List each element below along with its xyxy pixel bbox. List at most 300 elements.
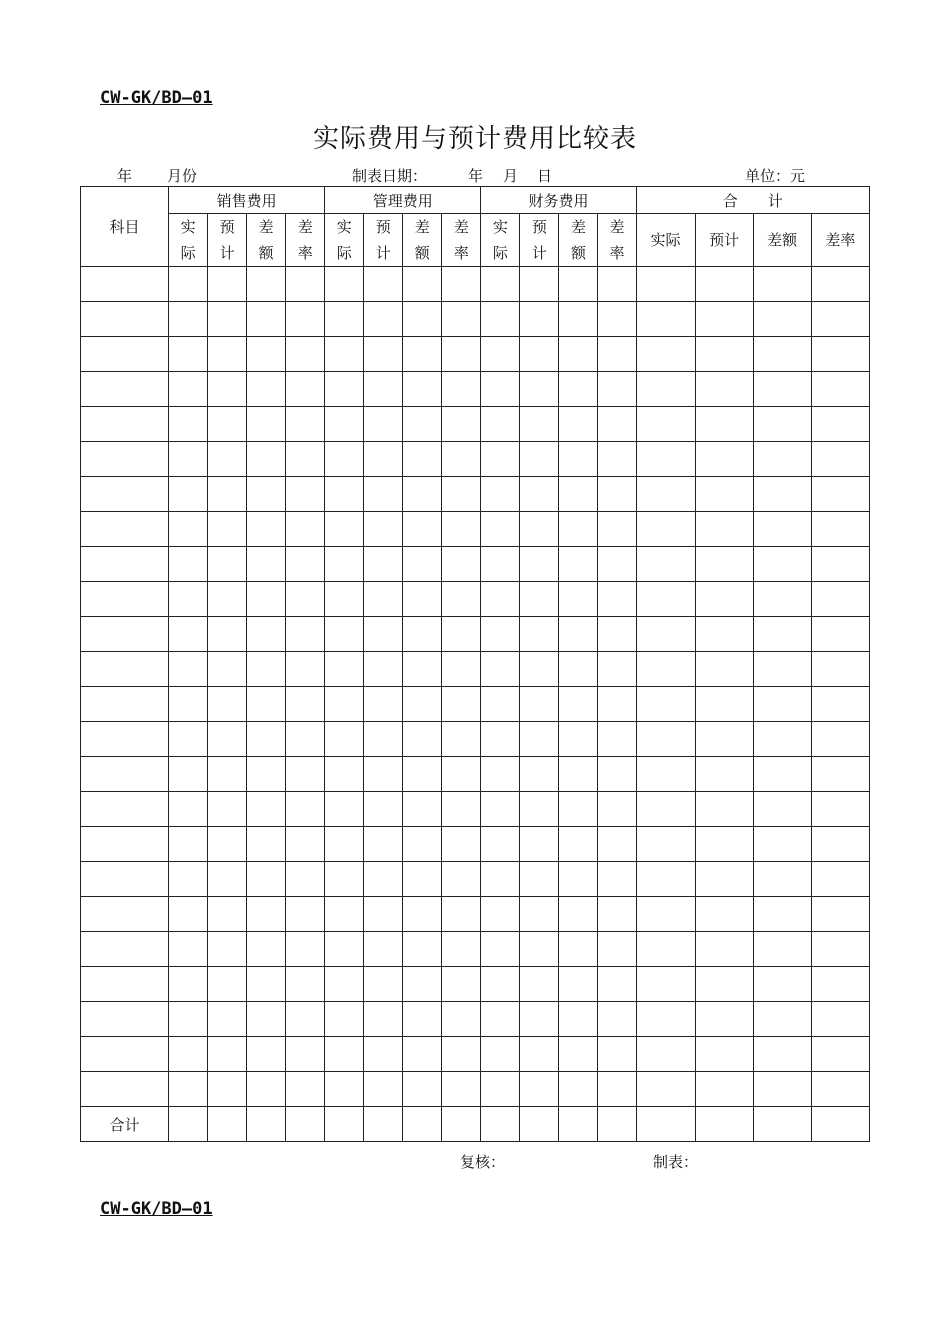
table-cell[interactable] (695, 1107, 753, 1142)
table-cell[interactable] (695, 932, 753, 967)
table-cell[interactable] (247, 932, 286, 967)
table-cell[interactable] (286, 1072, 325, 1107)
table-cell[interactable] (811, 862, 869, 897)
table-cell[interactable] (286, 302, 325, 337)
table-cell[interactable] (520, 967, 559, 1002)
table-cell[interactable] (520, 267, 559, 302)
table-cell[interactable] (169, 652, 208, 687)
table-cell[interactable] (325, 617, 364, 652)
table-cell[interactable] (811, 687, 869, 722)
table-cell[interactable] (442, 372, 481, 407)
table-cell[interactable] (364, 827, 403, 862)
table-cell[interactable] (753, 442, 811, 477)
table-cell[interactable] (811, 897, 869, 932)
table-cell[interactable] (442, 512, 481, 547)
table-cell[interactable] (695, 967, 753, 1002)
table-cell[interactable] (81, 442, 169, 477)
table-cell[interactable] (81, 477, 169, 512)
table-cell[interactable] (695, 1037, 753, 1072)
table-cell[interactable] (442, 862, 481, 897)
table-cell[interactable] (247, 792, 286, 827)
table-cell[interactable] (403, 932, 442, 967)
table-cell[interactable] (811, 442, 869, 477)
table-cell[interactable] (481, 372, 520, 407)
table-cell[interactable] (636, 477, 695, 512)
table-cell[interactable] (81, 372, 169, 407)
table-cell[interactable] (247, 442, 286, 477)
table-cell[interactable] (364, 687, 403, 722)
table-cell[interactable] (520, 547, 559, 582)
table-cell[interactable] (695, 337, 753, 372)
table-cell[interactable] (403, 1107, 442, 1142)
table-cell[interactable] (520, 757, 559, 792)
table-cell[interactable] (286, 722, 325, 757)
table-cell[interactable] (325, 757, 364, 792)
table-cell[interactable] (81, 967, 169, 1002)
table-cell[interactable] (364, 897, 403, 932)
table-cell[interactable] (695, 1072, 753, 1107)
table-cell[interactable] (403, 372, 442, 407)
table-cell[interactable] (208, 407, 247, 442)
table-cell[interactable] (442, 302, 481, 337)
table-cell[interactable] (325, 932, 364, 967)
table-cell[interactable] (247, 757, 286, 792)
table-cell[interactable] (208, 967, 247, 1002)
table-cell[interactable] (753, 512, 811, 547)
table-cell[interactable] (753, 687, 811, 722)
table-cell[interactable] (325, 967, 364, 1002)
table-cell[interactable] (442, 757, 481, 792)
table-cell[interactable] (403, 652, 442, 687)
table-cell[interactable] (598, 337, 636, 372)
table-cell[interactable] (636, 652, 695, 687)
table-cell[interactable] (481, 827, 520, 862)
table-cell[interactable] (403, 967, 442, 1002)
table-cell[interactable] (286, 337, 325, 372)
table-cell[interactable] (325, 722, 364, 757)
table-cell[interactable] (695, 372, 753, 407)
table-cell[interactable] (520, 897, 559, 932)
table-cell[interactable] (559, 407, 598, 442)
table-cell[interactable] (286, 757, 325, 792)
table-cell[interactable] (247, 1072, 286, 1107)
table-cell[interactable] (811, 267, 869, 302)
table-cell[interactable] (442, 267, 481, 302)
table-cell[interactable] (286, 372, 325, 407)
table-cell[interactable] (695, 792, 753, 827)
table-cell[interactable] (208, 442, 247, 477)
table-cell[interactable] (481, 267, 520, 302)
table-cell[interactable] (559, 372, 598, 407)
table-cell[interactable] (753, 1072, 811, 1107)
table-cell[interactable] (481, 407, 520, 442)
table-cell[interactable] (695, 722, 753, 757)
table-cell[interactable] (81, 1002, 169, 1037)
table-cell[interactable] (325, 1002, 364, 1037)
table-cell[interactable] (442, 337, 481, 372)
table-cell[interactable] (208, 512, 247, 547)
table-cell[interactable] (559, 442, 598, 477)
table-cell[interactable] (559, 897, 598, 932)
table-cell[interactable] (636, 302, 695, 337)
table-cell[interactable] (364, 757, 403, 792)
table-cell[interactable] (81, 267, 169, 302)
table-cell[interactable] (403, 337, 442, 372)
table-cell[interactable] (403, 1037, 442, 1072)
table-cell[interactable] (753, 722, 811, 757)
table-cell[interactable] (559, 932, 598, 967)
table-cell[interactable] (811, 512, 869, 547)
table-cell[interactable] (81, 932, 169, 967)
table-cell[interactable] (169, 372, 208, 407)
table-cell[interactable] (811, 722, 869, 757)
table-cell[interactable] (559, 967, 598, 1002)
table-cell[interactable] (325, 792, 364, 827)
table-cell[interactable] (753, 407, 811, 442)
table-cell[interactable] (208, 267, 247, 302)
table-cell[interactable] (247, 827, 286, 862)
table-cell[interactable] (520, 687, 559, 722)
table-cell[interactable] (636, 757, 695, 792)
table-cell[interactable] (208, 652, 247, 687)
table-cell[interactable] (811, 582, 869, 617)
table-cell[interactable] (364, 1037, 403, 1072)
table-cell[interactable] (811, 757, 869, 792)
table-cell[interactable] (81, 862, 169, 897)
table-cell[interactable] (481, 617, 520, 652)
table-cell[interactable] (753, 1002, 811, 1037)
table-cell[interactable] (811, 792, 869, 827)
table-cell[interactable] (81, 547, 169, 582)
table-cell[interactable] (811, 302, 869, 337)
table-cell[interactable] (636, 897, 695, 932)
table-cell[interactable] (481, 547, 520, 582)
table-cell[interactable] (169, 722, 208, 757)
table-cell[interactable] (598, 547, 636, 582)
table-cell[interactable] (598, 407, 636, 442)
table-cell[interactable] (481, 897, 520, 932)
table-cell[interactable] (598, 372, 636, 407)
table-cell[interactable] (559, 1037, 598, 1072)
table-cell[interactable] (364, 1107, 403, 1142)
table-cell[interactable] (811, 1037, 869, 1072)
table-cell[interactable] (481, 722, 520, 757)
table-cell[interactable] (598, 267, 636, 302)
table-cell[interactable] (598, 722, 636, 757)
table-cell[interactable] (636, 1072, 695, 1107)
table-cell[interactable] (520, 862, 559, 897)
table-cell[interactable] (208, 757, 247, 792)
table-cell[interactable] (520, 827, 559, 862)
table-cell[interactable] (811, 1107, 869, 1142)
table-cell[interactable] (636, 792, 695, 827)
table-cell[interactable] (81, 897, 169, 932)
table-cell[interactable] (811, 337, 869, 372)
table-cell[interactable] (636, 932, 695, 967)
table-cell[interactable] (325, 512, 364, 547)
table-cell[interactable] (286, 477, 325, 512)
table-cell[interactable] (169, 1107, 208, 1142)
table-cell[interactable] (520, 1072, 559, 1107)
table-cell[interactable] (169, 827, 208, 862)
table-cell[interactable] (169, 337, 208, 372)
table-cell[interactable] (325, 687, 364, 722)
table-cell[interactable] (169, 1072, 208, 1107)
table-cell[interactable] (81, 617, 169, 652)
table-cell[interactable] (364, 477, 403, 512)
table-cell[interactable] (598, 862, 636, 897)
table-cell[interactable] (442, 932, 481, 967)
table-cell[interactable] (695, 687, 753, 722)
table-cell[interactable] (325, 1107, 364, 1142)
table-cell[interactable] (403, 827, 442, 862)
table-cell[interactable] (169, 757, 208, 792)
table-cell[interactable] (559, 582, 598, 617)
table-cell[interactable] (481, 862, 520, 897)
table-cell[interactable] (403, 687, 442, 722)
table-cell[interactable] (695, 617, 753, 652)
table-cell[interactable] (325, 372, 364, 407)
table-cell[interactable] (636, 722, 695, 757)
table-cell[interactable] (364, 1072, 403, 1107)
table-cell[interactable] (481, 302, 520, 337)
table-cell[interactable] (403, 407, 442, 442)
table-cell[interactable] (325, 477, 364, 512)
table-cell[interactable] (247, 1002, 286, 1037)
table-cell[interactable] (559, 1107, 598, 1142)
table-cell[interactable] (559, 862, 598, 897)
table-cell[interactable] (169, 687, 208, 722)
table-cell[interactable] (325, 442, 364, 477)
table-cell[interactable] (208, 1072, 247, 1107)
table-cell[interactable] (286, 792, 325, 827)
table-cell[interactable] (403, 862, 442, 897)
table-cell[interactable] (481, 1107, 520, 1142)
table-cell[interactable] (442, 1107, 481, 1142)
table-cell[interactable] (325, 302, 364, 337)
table-cell[interactable] (811, 932, 869, 967)
table-cell[interactable] (403, 442, 442, 477)
table-cell[interactable] (81, 302, 169, 337)
table-cell[interactable] (598, 1037, 636, 1072)
table-cell[interactable] (559, 792, 598, 827)
table-cell[interactable] (286, 687, 325, 722)
table-cell[interactable] (753, 477, 811, 512)
table-cell[interactable] (481, 1037, 520, 1072)
table-cell[interactable] (286, 1037, 325, 1072)
table-cell[interactable] (598, 687, 636, 722)
table-cell[interactable] (325, 652, 364, 687)
table-cell[interactable] (636, 547, 695, 582)
table-cell[interactable] (81, 757, 169, 792)
table-cell[interactable] (403, 757, 442, 792)
table-cell[interactable] (559, 477, 598, 512)
table-cell[interactable] (598, 1107, 636, 1142)
table-cell[interactable] (325, 547, 364, 582)
table-cell[interactable] (520, 582, 559, 617)
table-cell[interactable] (247, 512, 286, 547)
table-cell[interactable] (753, 617, 811, 652)
table-cell[interactable] (753, 1107, 811, 1142)
table-cell[interactable] (286, 442, 325, 477)
table-cell[interactable] (169, 407, 208, 442)
table-cell[interactable] (598, 512, 636, 547)
table-cell[interactable] (442, 407, 481, 442)
table-cell[interactable] (811, 1072, 869, 1107)
table-cell[interactable] (403, 792, 442, 827)
table-cell[interactable] (559, 302, 598, 337)
table-cell[interactable] (247, 547, 286, 582)
table-cell[interactable] (208, 862, 247, 897)
table-cell[interactable] (364, 1002, 403, 1037)
table-cell[interactable] (403, 512, 442, 547)
table-cell[interactable] (598, 1002, 636, 1037)
table-cell[interactable] (364, 722, 403, 757)
table-cell[interactable] (559, 1002, 598, 1037)
table-cell[interactable] (286, 582, 325, 617)
table-cell[interactable] (81, 792, 169, 827)
table-cell[interactable] (481, 582, 520, 617)
table-cell[interactable] (636, 337, 695, 372)
table-cell[interactable] (753, 372, 811, 407)
table-cell[interactable] (695, 652, 753, 687)
table-cell[interactable] (81, 512, 169, 547)
table-cell[interactable] (520, 1002, 559, 1037)
table-cell[interactable] (247, 407, 286, 442)
table-cell[interactable] (598, 477, 636, 512)
table-cell[interactable] (208, 617, 247, 652)
table-cell[interactable] (325, 897, 364, 932)
table-cell[interactable] (520, 337, 559, 372)
table-cell[interactable] (442, 582, 481, 617)
table-cell[interactable] (208, 547, 247, 582)
table-cell[interactable] (364, 302, 403, 337)
table-cell[interactable] (442, 477, 481, 512)
table-cell[interactable] (247, 687, 286, 722)
table-cell[interactable] (325, 337, 364, 372)
table-cell[interactable] (169, 1037, 208, 1072)
table-cell[interactable] (208, 477, 247, 512)
table-cell[interactable] (247, 477, 286, 512)
table-cell[interactable] (325, 267, 364, 302)
table-cell[interactable] (811, 1002, 869, 1037)
table-cell[interactable] (325, 407, 364, 442)
table-cell[interactable] (753, 792, 811, 827)
table-cell[interactable] (208, 792, 247, 827)
table-cell[interactable] (636, 687, 695, 722)
table-cell[interactable] (364, 617, 403, 652)
table-cell[interactable] (81, 722, 169, 757)
table-cell[interactable] (636, 582, 695, 617)
table-cell[interactable] (753, 827, 811, 862)
table-cell[interactable] (247, 372, 286, 407)
table-cell[interactable] (520, 512, 559, 547)
table-cell[interactable] (442, 722, 481, 757)
table-cell[interactable] (636, 1037, 695, 1072)
table-cell[interactable] (695, 302, 753, 337)
table-cell[interactable] (286, 547, 325, 582)
table-cell[interactable] (442, 1072, 481, 1107)
table-cell[interactable] (520, 1037, 559, 1072)
table-cell[interactable] (636, 617, 695, 652)
table-cell[interactable] (598, 442, 636, 477)
table-cell[interactable] (81, 1037, 169, 1072)
table-cell[interactable] (811, 477, 869, 512)
table-cell[interactable] (442, 792, 481, 827)
table-cell[interactable] (598, 302, 636, 337)
table-cell[interactable] (753, 897, 811, 932)
table-cell[interactable] (169, 512, 208, 547)
table-cell[interactable] (286, 617, 325, 652)
table-cell[interactable] (695, 442, 753, 477)
table-cell[interactable] (442, 967, 481, 1002)
table-cell[interactable] (364, 792, 403, 827)
table-cell[interactable] (695, 267, 753, 302)
table-cell[interactable] (286, 407, 325, 442)
table-cell[interactable] (403, 617, 442, 652)
table-cell[interactable] (598, 617, 636, 652)
table-cell[interactable] (169, 442, 208, 477)
table-cell[interactable] (520, 722, 559, 757)
table-cell[interactable] (636, 862, 695, 897)
table-cell[interactable] (169, 862, 208, 897)
table-cell[interactable] (169, 1002, 208, 1037)
table-cell[interactable] (247, 722, 286, 757)
table-cell[interactable] (598, 967, 636, 1002)
table-cell[interactable] (442, 617, 481, 652)
table-cell[interactable] (364, 267, 403, 302)
table-cell[interactable] (481, 512, 520, 547)
table-cell[interactable] (481, 932, 520, 967)
table-cell[interactable] (325, 862, 364, 897)
table-cell[interactable] (169, 302, 208, 337)
table-cell[interactable] (325, 827, 364, 862)
table-cell[interactable] (247, 337, 286, 372)
table-cell[interactable] (247, 302, 286, 337)
table-cell[interactable] (559, 722, 598, 757)
table-cell[interactable] (520, 302, 559, 337)
table-cell[interactable] (208, 582, 247, 617)
table-cell[interactable] (208, 372, 247, 407)
table-cell[interactable] (481, 967, 520, 1002)
table-cell[interactable] (364, 337, 403, 372)
table-cell[interactable] (753, 652, 811, 687)
table-cell[interactable] (286, 932, 325, 967)
table-cell[interactable] (169, 792, 208, 827)
table-cell[interactable] (636, 967, 695, 1002)
table-cell[interactable] (442, 547, 481, 582)
table-cell[interactable] (247, 1037, 286, 1072)
table-cell[interactable] (559, 827, 598, 862)
table-cell[interactable] (811, 407, 869, 442)
table-cell[interactable] (169, 267, 208, 302)
table-cell[interactable] (520, 372, 559, 407)
table-cell[interactable] (403, 302, 442, 337)
table-cell[interactable] (636, 442, 695, 477)
table-cell[interactable] (695, 862, 753, 897)
table-cell[interactable] (811, 547, 869, 582)
table-cell[interactable] (286, 1107, 325, 1142)
table-cell[interactable] (403, 477, 442, 512)
table-cell[interactable] (442, 1002, 481, 1037)
table-cell[interactable] (481, 1072, 520, 1107)
table-cell[interactable] (208, 897, 247, 932)
table-cell[interactable] (364, 582, 403, 617)
table-cell[interactable] (598, 757, 636, 792)
table-cell[interactable] (811, 827, 869, 862)
table-cell[interactable] (695, 512, 753, 547)
table-cell[interactable] (636, 407, 695, 442)
